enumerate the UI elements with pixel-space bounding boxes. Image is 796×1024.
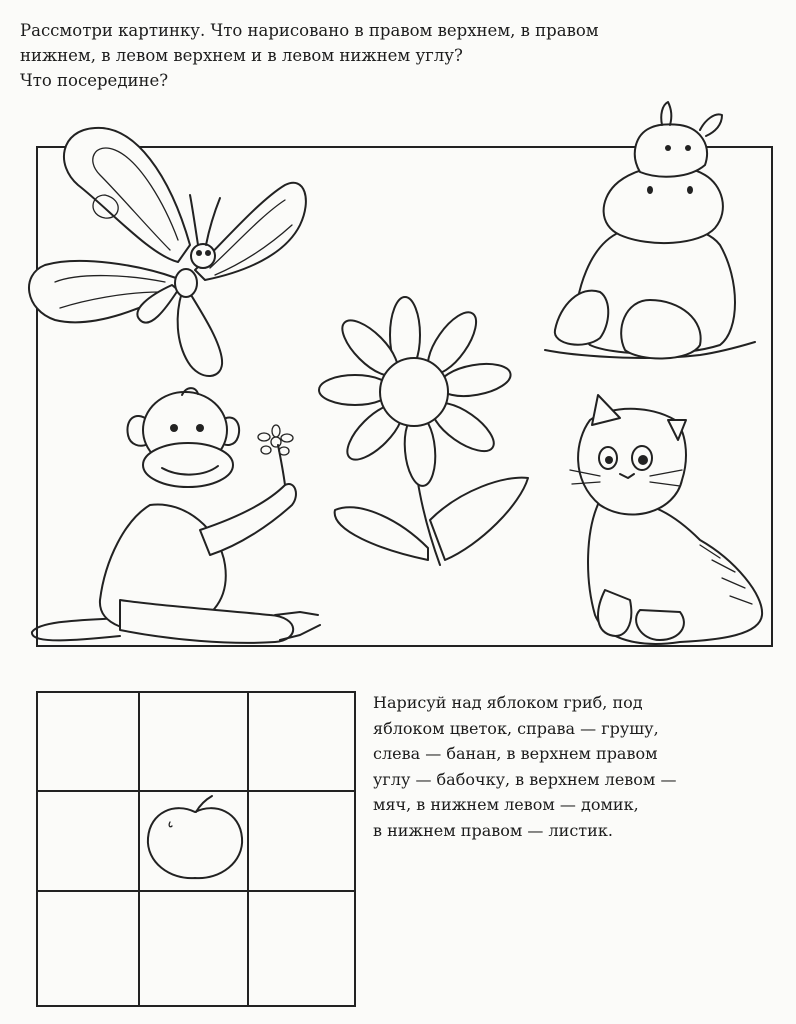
monkey-icon (32, 388, 320, 643)
task-1-instructions: Рассмотри картинку. Что нарисовано в правом верхнем, в правом нижнем, в левом верхнем и в левом нижнем углу? Что посередине? (20, 21, 599, 90)
butterfly-icon (29, 128, 306, 376)
hippo-icon (545, 102, 755, 358)
kitten-icon (570, 395, 762, 644)
task-2-instructions: Нарисуй над яблоком гриб, под яблоком цветок, справа — грушу, слева — банан, в верхнем правом углу — бабочку, в верхнем левом — мяч, в нижнем левом — домик, в нижнем правом — листик. (373, 693, 677, 840)
flower-icon (319, 297, 528, 565)
apple-icon (148, 796, 242, 878)
